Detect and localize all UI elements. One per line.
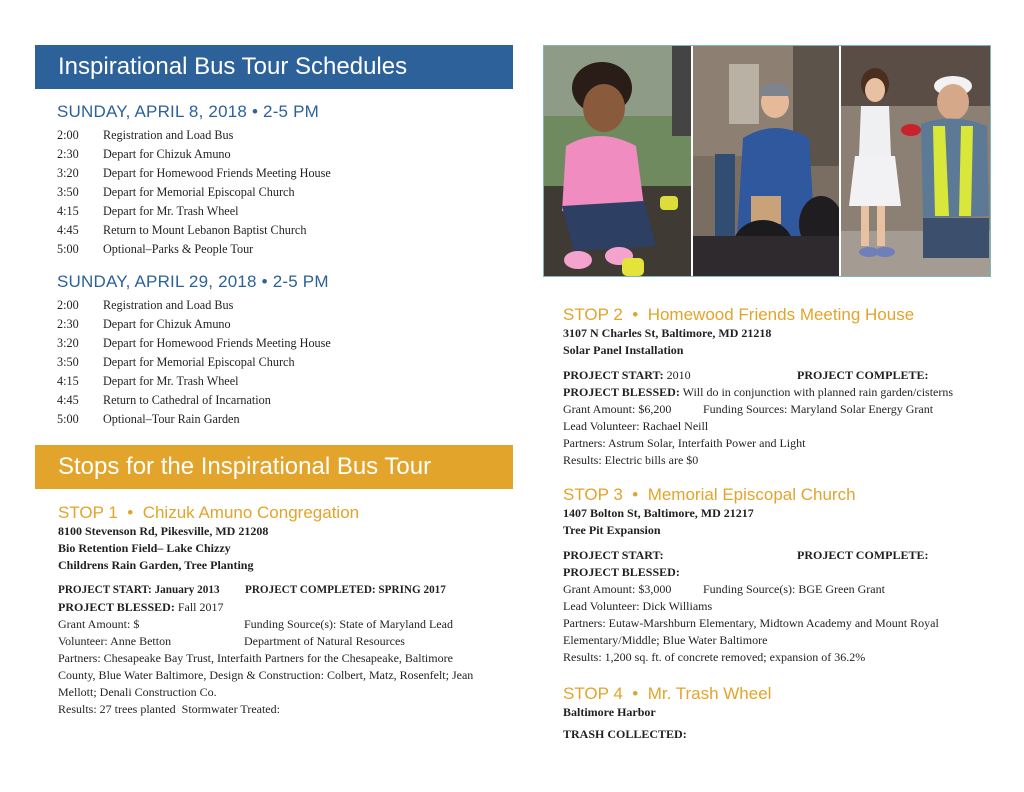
stop-1-start: PROJECT START: January 2013 — [58, 584, 220, 596]
stop-3-grant: Grant Amount: $3,000 — [563, 582, 672, 596]
stop-2-blessed-value: Will do in conjunction with planned rain garden/cisterns — [679, 385, 954, 399]
stop-1-grant: Grant Amount: $ — [58, 617, 140, 631]
schedule-time: 2:30 — [57, 147, 79, 161]
stop-3-partners: Partners: Eutaw-Marshburn Elementary, Midtown Academy and Mount Royal Elementary/Middle; Blue Water Baltimore — [563, 616, 939, 647]
stop-3-heading: STOP 3 • Memorial Episcopal Church — [563, 485, 856, 504]
schedule-event: Return to Mount Lebanon Baptist Church — [103, 223, 307, 237]
stop-2-grant: Grant Amount: $6,200 — [563, 402, 672, 416]
stop-2-results: Results: Electric bills are $0 — [563, 453, 699, 467]
schedule-time: 2:00 — [57, 128, 79, 142]
schedule-row — [57, 391, 513, 410]
schedule-day-2 — [35, 272, 513, 429]
stop-4-heading: STOP 4 • Mr. Trash Wheel — [563, 684, 772, 703]
schedule-event: Registration and Load Bus — [103, 298, 234, 312]
stop-1-volunteer-row — [58, 633, 513, 650]
photo-girl-and-worker — [839, 46, 990, 276]
schedule-row — [57, 410, 513, 429]
schedule-time: 3:50 — [57, 355, 79, 369]
stop-1-volunteer: Volunteer: Anne Betton — [58, 634, 172, 648]
schedule-event: Depart for Memorial Episcopal Church — [103, 355, 295, 369]
schedule-event: Depart for Mr. Trash Wheel — [103, 374, 239, 388]
stop-1-funding: Funding Source(s): State of Maryland Lead — [244, 617, 453, 631]
schedule-date: SUNDAY, APRIL 29, 2018 • 2-5 PM — [57, 272, 329, 291]
schedule-event: Depart for Memorial Episcopal Church — [103, 185, 295, 199]
schedule-row — [57, 221, 513, 240]
schedule-time: 3:20 — [57, 166, 79, 180]
schedule-day-1 — [35, 102, 513, 259]
stop-1-heading: STOP 1 • Chizuk Amuno Congregation — [58, 503, 360, 522]
schedule-time: 4:15 — [57, 204, 79, 218]
stop-1-address: 8100 Stevenson Rd, Pikesville, MD 21208 — [58, 524, 269, 538]
stop-1 — [58, 503, 513, 718]
stop-3-start-label: PROJECT START: — [563, 548, 664, 562]
stop-2-start — [563, 367, 797, 384]
stop-2-blessed — [563, 384, 1013, 401]
schedule-row — [57, 202, 513, 221]
schedule-time: 5:00 — [57, 412, 79, 426]
schedule-row — [57, 296, 513, 315]
left-column — [35, 45, 513, 718]
schedule-row — [57, 372, 513, 391]
schedule-time: 4:45 — [57, 393, 79, 407]
schedule-event: Depart for Homewood Friends Meeting House — [103, 166, 331, 180]
stop-3-results: Results: 1,200 sq. ft. of concrete removed; expansion of 36.2% — [563, 650, 866, 664]
stop-2-volunteer: Lead Volunteer: Rachael Neill — [563, 419, 709, 433]
stop-1-blessed-label: PROJECT BLESSED: — [58, 600, 175, 614]
stop-4-address: Baltimore Harbor — [563, 705, 656, 719]
schedule-event: Registration and Load Bus — [103, 128, 234, 142]
schedule-row — [57, 145, 513, 164]
schedule-row — [57, 315, 513, 334]
stop-1-blessed — [58, 599, 513, 616]
stop-1-funding-2: Department of Natural Resources — [244, 634, 405, 648]
stop-1-grant-row — [58, 616, 513, 633]
stop-3-volunteer: Lead Volunteer: Dick Williams — [563, 599, 713, 613]
stop-3-blessed-label: PROJECT BLESSED: — [563, 565, 680, 579]
right-column — [543, 45, 1013, 743]
stop-3-detail: Tree Pit Expansion — [563, 523, 661, 537]
stop-1-dates — [58, 582, 513, 599]
stops-banner — [35, 445, 513, 489]
schedule-row — [57, 183, 513, 202]
stops-title: Stops for the Inspirational Bus Tour — [58, 453, 432, 480]
stop-2-detail: Solar Panel Installation — [563, 343, 684, 357]
stop-1-detail-1: Bio Retention Field– Lake Chizzy — [58, 541, 231, 555]
schedule-row — [57, 240, 513, 259]
schedule-time: 4:15 — [57, 374, 79, 388]
schedules-title: Inspirational Bus Tour Schedules — [58, 53, 408, 80]
photo-girl-gardening-image — [544, 46, 691, 276]
stop-2-dates — [563, 367, 1013, 384]
stop-2-grant-row — [563, 401, 1013, 418]
stop-3-dates — [563, 547, 1013, 564]
schedule-time: 5:00 — [57, 242, 79, 256]
stop-1-completed: PROJECT COMPLETED: SPRING 2017 — [245, 584, 446, 596]
schedule-time: 2:30 — [57, 317, 79, 331]
stop-2 — [563, 305, 1013, 469]
schedule-event: Optional–Tour Rain Garden — [103, 412, 240, 426]
stop-3 — [563, 485, 1013, 666]
stop-1-partners: Partners: Chesapeake Bay Trust, Interfaith Partners for the Chesapeake, Baltimore County, Blue Water Baltimore, Design & Construction: Colbert, Matz, Rosenfelt; Jean Mellott; Denali Construction Co. — [58, 651, 474, 699]
photo-strip — [543, 45, 991, 277]
stop-1-results: Results: 27 trees planted Stormwater Treated: — [58, 702, 280, 716]
stop-3-grant-row — [563, 581, 1013, 598]
stop-2-blessed-label: PROJECT BLESSED: — [563, 385, 680, 399]
stop-3-complete-label: PROJECT COMPLETE: — [797, 548, 929, 562]
photo-girl-and-worker-image — [841, 46, 990, 276]
schedule-event: Depart for Homewood Friends Meeting House — [103, 336, 331, 350]
stop-2-start-label: PROJECT START: — [563, 368, 664, 382]
schedule-row — [57, 164, 513, 183]
stop-1-detail-2: Childrens Rain Garden, Tree Planting — [58, 558, 254, 572]
stop-2-partners: Partners: Astrum Solar, Interfaith Power and Light — [563, 436, 806, 450]
photo-man-with-children-image — [693, 46, 840, 276]
schedule-date: SUNDAY, APRIL 8, 2018 • 2-5 PM — [57, 102, 320, 121]
stop-2-heading: STOP 2 • Homewood Friends Meeting House — [563, 305, 915, 324]
stop-2-address: 3107 N Charles St, Baltimore, MD 21218 — [563, 326, 772, 340]
stop-4-trash-label: TRASH COLLECTED: — [563, 727, 687, 741]
stop-3-funding: Funding Source(s): BGE Green Grant — [703, 582, 885, 596]
schedule-event: Depart for Mr. Trash Wheel — [103, 204, 239, 218]
schedule-row — [57, 126, 513, 145]
schedule-time: 3:20 — [57, 336, 79, 350]
schedule-event: Optional–Parks & People Tour — [103, 242, 254, 256]
photo-man-with-children — [691, 46, 840, 276]
schedule-event: Depart for Chizuk Amuno — [103, 147, 231, 161]
stop-4 — [563, 684, 1013, 743]
schedule-time: 4:45 — [57, 223, 79, 237]
stop-2-start-value: 2010 — [663, 368, 691, 382]
schedule-event: Depart for Chizuk Amuno — [103, 317, 231, 331]
schedule-row — [57, 334, 513, 353]
schedule-time: 2:00 — [57, 298, 79, 312]
schedule-time: 3:50 — [57, 185, 79, 199]
schedule-event: Return to Cathedral of Incarnation — [103, 393, 271, 407]
stop-3-address: 1407 Bolton St, Baltimore, MD 21217 — [563, 506, 754, 520]
schedule-row — [57, 353, 513, 372]
stop-2-funding: Funding Sources: Maryland Solar Energy Grant — [703, 402, 934, 416]
stop-1-blessed-value: Fall 2017 — [174, 600, 224, 614]
stop-2-complete-label: PROJECT COMPLETE: — [797, 368, 929, 382]
photo-girl-gardening — [544, 46, 691, 276]
schedules-banner — [35, 45, 513, 89]
